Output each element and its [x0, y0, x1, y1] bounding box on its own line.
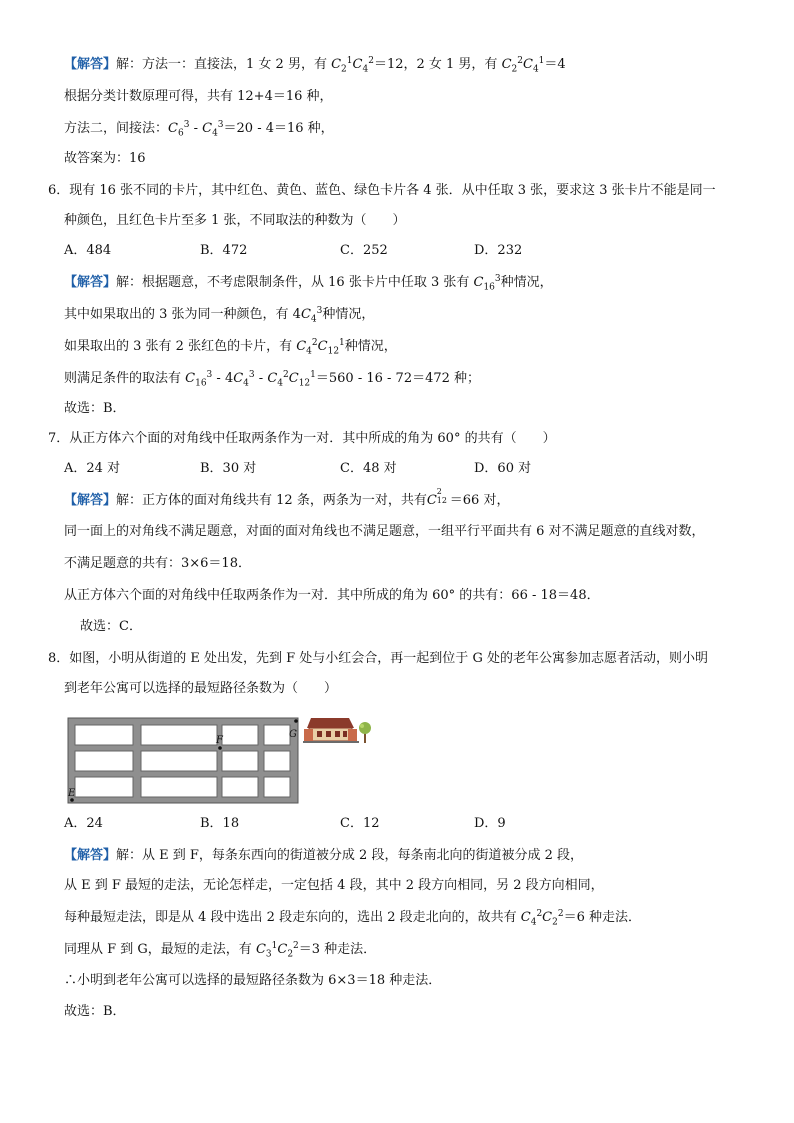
q6-option-c: C．252 [340, 243, 388, 258]
q6-solution-line1: 【解答】解：根据题意，不考虑限制条件，从 16 张卡片中任取 3 张有 $C_{16}^3$种情况， [64, 274, 553, 293]
q6-solution-line3: 如果取出的 3 张有 2 张红色的卡片，有 $C_4^2C_{12}^1$种情况， [64, 338, 397, 357]
q7-stem: 7．从正方体六个面的对角线中任取两条作为一对．其中所成的角为 60° 的共有（ ） [48, 431, 556, 446]
q6-solution-line5: 故选：B． [64, 401, 126, 416]
p5-line3: 方法二，间接法：$C_6^3 - C_4^3=20 - 4=16$ 种， [64, 120, 334, 139]
label-e: E [68, 788, 76, 799]
q8-option-c: C．12 [340, 816, 380, 831]
q7-option-a: A．24 对 [64, 461, 121, 476]
q8-solution-line2: 从 E 到 F 最短的走法，无论怎样走，一定包括 4 段，其中 2 段方向相同，另 2 段方向相同， [64, 878, 604, 893]
apartment-building-icon [303, 718, 359, 743]
answer-tag: 【解答】 [64, 275, 117, 290]
answer-tag: 【解答】 [64, 493, 117, 508]
q6-solution-line2: 其中如果取出的 3 张为同一种颜色，有 $4C_4^3$种情况， [64, 306, 375, 325]
q6-option-a: A．484 [64, 243, 112, 258]
answer-tag: 【解答】 [64, 57, 117, 72]
q8-stem-line2: 到老年公寓可以选择的最短路径条数为（ ） [64, 681, 338, 696]
q7-option-b: B．30 对 [200, 461, 257, 476]
q6-solution-line4: 则满足条件的取法有 $C_{16}^3 - 4C_4^3 - C_4^2C_{12}^1=560 - 16 - 72=472$ 种； [64, 370, 481, 389]
q8-solution-line5: ∴小明到老年公寓可以选择的最短路径条数为 6×3＝18 种走法． [64, 973, 442, 988]
q7-solution-line2: 同一面上的对角线不满足题意，对面的面对角线也不满足题意，一组平行平面共有 6 对不满足题意的直线对数， [64, 524, 705, 539]
q8-option-d: D．9 [474, 816, 506, 831]
q7-solution-line5: 故选：C． [80, 619, 142, 634]
q6-option-d: D．232 [474, 243, 523, 258]
q8-stem-line1: 8．如图，小明从街道的 E 处出发，先到 F 处与小红会合，再一起到位于 G 处的老年公寓参加志愿者活动，则小明 [48, 651, 708, 666]
label-f: F [216, 735, 223, 746]
q6-stem-line1: 6．现有 16 张不同的卡片，其中红色、黄色、蓝色、绿色卡片各 4 张．从中任取 3 张，要求这 3 张卡片不能是同一 [48, 183, 716, 198]
city-blocks [75, 725, 290, 797]
label-g: G [289, 729, 297, 740]
q7-solution-line3: 不满足题意的共有：3×6＝18． [64, 556, 251, 571]
point-f [218, 746, 222, 750]
q6-option-b: B．472 [200, 243, 248, 258]
q6-stem-line2: 种颜色，且红色卡片至多 1 张，不同取法的种数为（ ） [64, 213, 406, 228]
p5-line2: 根据分类计数原理可得，共有 12+4＝16 种， [64, 89, 333, 104]
q8-solution-line1: 【解答】解：从 E 到 F，每条东西向的街道被分成 2 段，每条南北向的街道被分成 2 段， [64, 848, 583, 863]
point-g [294, 719, 298, 723]
p5-line4: 故答案为：16 [64, 151, 146, 166]
street-map-figure [67, 716, 387, 808]
q8-solution-line3: 每种最短走法，即是从 4 段中选出 2 段走东向的，选出 2 段走北向的，故共有 $C_4^2C_2^2=6$ 种走法． [64, 909, 641, 928]
q7-option-d: D．60 对 [474, 461, 532, 476]
q8-solution-line4: 同理从 F 到 G，最短的走法，有 $C_3^1C_2^2=3$ 种走法． [64, 941, 377, 960]
tree-icon [359, 722, 371, 743]
q8-option-b: B．18 [200, 816, 240, 831]
q8-option-a: A．24 [64, 816, 103, 831]
p5-line1: 【解答】解：方法一：直接法，1 女 2 男，有 $C_2^1C_4^2=12$，2 女 1 男，有 $C_2^2C_4^1=4$ [64, 56, 566, 75]
q7-option-c: C．48 对 [340, 461, 397, 476]
answer-tag: 【解答】 [64, 848, 117, 863]
q8-solution-line6: 故选：B． [64, 1004, 126, 1019]
q7-solution-line1: 【解答】解：正方体的面对角线共有 12 条，两条为一对，共有C 2 12 ＝66 对， [64, 487, 510, 508]
q7-solution-line4: 从正方体六个面的对角线中任取两条作为一对．其中所成的角为 60° 的共有：66 - 18＝48． [64, 588, 600, 603]
